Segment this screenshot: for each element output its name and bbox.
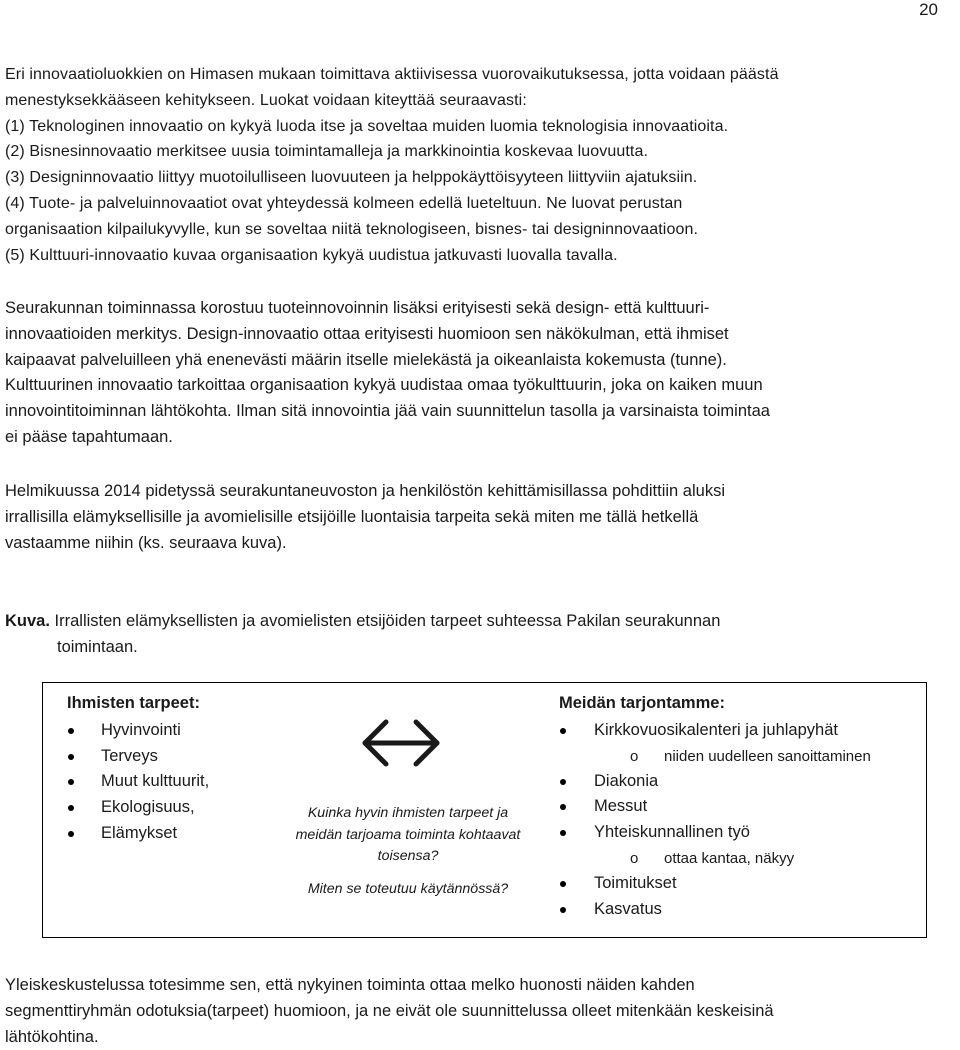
sub-list-item: o ottaa kantaa, näkyy <box>543 846 926 871</box>
list-item: Terveys <box>43 744 273 770</box>
meeting-paragraph <box>5 479 955 556</box>
innovation-paragraph <box>5 296 955 451</box>
caption-text-continued: toimintaan. <box>57 637 138 656</box>
text-line: vastaamme niihin (ks. seuraava kuva). <box>5 533 287 552</box>
list-item: Kasvatus <box>543 897 926 923</box>
needs-list <box>43 718 273 847</box>
text-line: (5) Kulttuuri-innovaatio kuvaa organisaation kykyä uudistua jatkuvasti luovalla tavalla. <box>5 246 618 264</box>
text-line: Yleiskeskustelussa totesimme sen, että nykyinen toiminta ottaa melko huonosti näiden kahden <box>5 976 695 994</box>
list-item: Yhteiskunnallinen työ <box>543 820 926 846</box>
offer-heading: Meidän tarjontamme: <box>559 694 725 712</box>
bullet-icon <box>68 728 74 734</box>
sub-bullet-icon: o <box>630 849 639 867</box>
text-line: Helmikuussa 2014 pidetyssä seurakuntaneuvoston ja henkilöstön kehittämisillassa pohdittiin aluksi <box>5 482 725 500</box>
bullet-icon <box>68 805 74 811</box>
caption-text: Irrallisten elämyksellisten ja avomielisten etsijöiden tarpeet suhteessa Pakilan seurakunnan <box>49 612 721 630</box>
bullet-icon <box>560 830 566 836</box>
offer-column <box>543 683 926 937</box>
closing-paragraph <box>5 973 955 1050</box>
bullet-icon <box>560 728 566 734</box>
caption-label: Kuva. <box>5 612 50 630</box>
sub-bullet-icon: o <box>630 747 639 765</box>
sub-list-item: o niiden uudelleen sanoittaminen <box>543 744 926 769</box>
text-line: innovaatioiden merkitys. Design-innovaatio ottaa erityisesti huomioon sen näkökulman, että ihmiset <box>5 324 729 343</box>
text-line: lähtökohtina. <box>5 1027 99 1046</box>
list-item: Toimitukset <box>543 871 926 897</box>
relation-question <box>273 803 543 900</box>
text-line: (2) Bisnesinnovaatio merkitsee uusia toimintamalleja ja markkinointia koskevaa luovuutta. <box>5 143 648 161</box>
text-line: (3) Designinnovaatio liittyy muotoilulliseen luovuuteen ja helppokäyttöisyyteen liittyviin ajatuksiin. <box>5 169 698 187</box>
list-item: Muut kulttuurit, <box>43 769 273 795</box>
relation-column <box>273 683 543 937</box>
list-item: Messut <box>543 794 926 820</box>
question-line: toisensa? <box>377 848 439 864</box>
text-line: innovointitoiminnan lähtökohta. Ilman sitä innovointia jää vain suunnittelun tasolla ja varsinaista toimintaa <box>5 402 770 421</box>
text-line: organisaation kilpailukyvylle, kun se soveltaa niitä teknologiseen, bisnes- tai designinnovaatioon. <box>5 220 698 238</box>
text-line: (4) Tuote- ja palveluinnovaatiot ovat yhteydessä kolmeen edellä lueteltuun. Ne luovat perustan <box>5 194 683 212</box>
text-line: Eri innovaatioluokkien on Himasen mukaan toimittava aktiivisessa vuorovaikutuksessa, jotta voidaan päästä <box>5 66 779 83</box>
list-item: Kirkkovuosikalenteri ja juhlapyhät <box>543 718 926 744</box>
text-line: Seurakunnan toiminnassa korostuu tuoteinnovoinnin lisäksi erityisesti sekä design- että kulttuuri- <box>5 299 710 317</box>
list-item: Hyvinvointi <box>43 718 273 744</box>
intro-paragraph <box>5 62 955 268</box>
bullet-icon <box>560 881 566 887</box>
text-line: kaipaavat palveluilleen yhä enenevästi määrin itselle mielekästä ja oikeanlaista kokemusta (tunne). <box>5 350 727 369</box>
text-line: segmenttiryhmän odotuksia(tarpeet) huomioon, ja ne eivät ole suunnittelussa olleet mitenkään keskeisinä <box>5 1001 774 1020</box>
text-line: Kulttuurinen innovaatio tarkoittaa organisaation kykyä uudistaa omaa työkulttuurin, joka on kaiken muun <box>5 376 763 395</box>
needs-heading: Ihmisten tarpeet: <box>67 694 200 712</box>
bullet-icon <box>560 907 566 913</box>
double-headed-arrow-icon <box>359 717 443 769</box>
question-line: Kuinka hyvin ihmisten tarpeet ja <box>307 805 509 821</box>
question-line: Miten se toteutuu käytännössä? <box>307 880 509 897</box>
bullet-icon <box>68 754 74 760</box>
bullet-icon <box>560 804 566 810</box>
bullet-icon <box>68 779 74 785</box>
list-item: Ekologisuus, <box>43 795 273 821</box>
figure-caption <box>5 609 955 661</box>
offer-list <box>543 718 926 922</box>
text-line: (1) Teknologinen innovaatio on kykyä luoda itse ja soveltaa muiden luomia teknologisia innovaatioita. <box>5 117 729 135</box>
bullet-icon <box>560 779 566 785</box>
text-line: irrallisilla elämyksellisille ja avomielisille etsijöille luontaisia tarpeita sekä miten me tällä hetkellä <box>5 507 699 526</box>
bullet-icon <box>68 831 74 837</box>
text-line: menestyksekkääseen kehitykseen. Luokat voidaan kiteyttää seuraavasti: <box>5 91 527 109</box>
list-item: Diakonia <box>543 769 926 795</box>
question-line: meidän tarjoama toiminta kohtaavat <box>295 826 521 843</box>
needs-offer-figure <box>42 682 927 938</box>
page-number: 20 <box>919 0 938 19</box>
list-item: Elämykset <box>43 821 273 847</box>
needs-column <box>43 683 273 937</box>
text-line: ei pääse tapahtumaan. <box>5 427 173 446</box>
